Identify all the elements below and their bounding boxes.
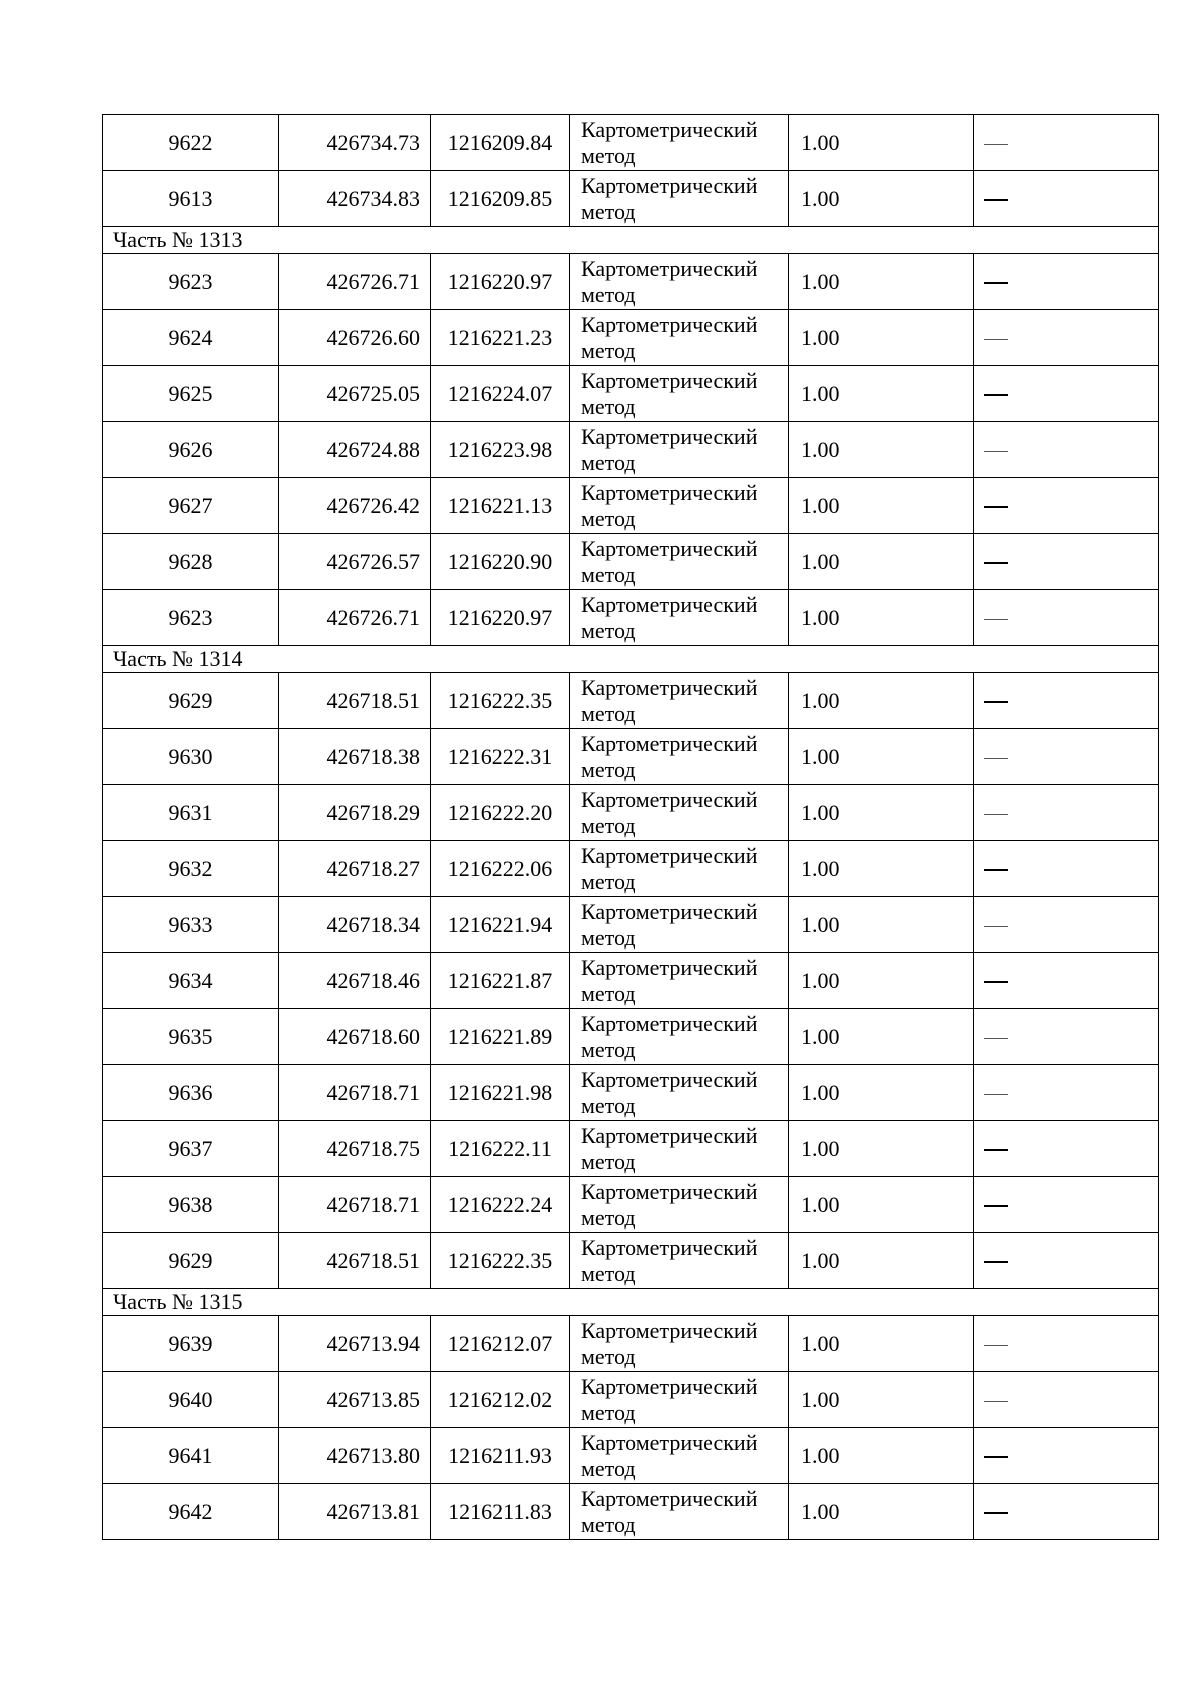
point-number-cell: 9623 xyxy=(103,254,279,310)
part-title: Часть № 1313 xyxy=(103,227,1159,254)
y-coordinate-cell: 1216209.84 xyxy=(431,115,570,171)
method-cell xyxy=(570,1372,789,1428)
method-cell xyxy=(570,1233,789,1289)
part-header-row xyxy=(103,1289,1159,1316)
em-dash-mark xyxy=(984,339,1008,340)
table-row xyxy=(103,729,1159,785)
method-label: Картометрический метод xyxy=(581,423,758,475)
method-cell xyxy=(570,254,789,310)
y-coordinate-cell: 1216221.89 xyxy=(431,1009,570,1065)
method-cell xyxy=(570,590,789,646)
precision-cell: 1.00 xyxy=(789,1233,974,1289)
method-label: Картометрический метод xyxy=(581,116,758,168)
x-coordinate-cell: 426726.42 xyxy=(279,478,431,534)
y-coordinate-cell: 1216222.31 xyxy=(431,729,570,785)
point-number-cell: 9641 xyxy=(103,1428,279,1484)
point-number-cell: 9613 xyxy=(103,171,279,227)
y-coordinate-cell: 1216221.23 xyxy=(431,310,570,366)
table-row xyxy=(103,1484,1159,1540)
method-label: Картометрический метод xyxy=(581,1373,758,1425)
description-cell xyxy=(974,841,1159,897)
method-label: Картометрический метод xyxy=(581,172,758,224)
method-label: Картометрический метод xyxy=(581,591,758,643)
precision-cell: 1.00 xyxy=(789,115,974,171)
em-dash-mark xyxy=(984,619,1008,620)
em-dash-mark xyxy=(984,1149,1008,1151)
precision-cell: 1.00 xyxy=(789,478,974,534)
description-cell xyxy=(974,897,1159,953)
point-number-cell: 9635 xyxy=(103,1009,279,1065)
table-row xyxy=(103,785,1159,841)
point-number-cell: 9631 xyxy=(103,785,279,841)
x-coordinate-cell: 426718.71 xyxy=(279,1177,431,1233)
description-cell xyxy=(974,1484,1159,1540)
precision-cell: 1.00 xyxy=(789,254,974,310)
precision-cell: 1.00 xyxy=(789,785,974,841)
method-cell xyxy=(570,478,789,534)
method-label: Картометрический метод xyxy=(581,311,758,363)
part-header-row xyxy=(103,646,1159,673)
method-cell xyxy=(570,310,789,366)
y-coordinate-cell: 1216222.35 xyxy=(431,673,570,729)
method-label: Картометрический метод xyxy=(581,842,758,894)
description-cell xyxy=(974,1372,1159,1428)
precision-cell: 1.00 xyxy=(789,897,974,953)
table-row xyxy=(103,254,1159,310)
precision-cell: 1.00 xyxy=(789,1065,974,1121)
description-cell xyxy=(974,422,1159,478)
y-coordinate-cell: 1216223.98 xyxy=(431,422,570,478)
method-label: Картометрический метод xyxy=(581,1178,758,1230)
y-coordinate-cell: 1216222.06 xyxy=(431,841,570,897)
y-coordinate-cell: 1216211.93 xyxy=(431,1428,570,1484)
precision-cell: 1.00 xyxy=(789,1316,974,1372)
method-cell xyxy=(570,953,789,1009)
y-coordinate-cell: 1216222.24 xyxy=(431,1177,570,1233)
precision-cell: 1.00 xyxy=(789,171,974,227)
precision-cell: 1.00 xyxy=(789,1121,974,1177)
point-number-cell: 9633 xyxy=(103,897,279,953)
method-cell xyxy=(570,171,789,227)
em-dash-mark xyxy=(984,506,1008,508)
description-cell xyxy=(974,115,1159,171)
table-row xyxy=(103,1009,1159,1065)
method-cell xyxy=(570,1428,789,1484)
table-row xyxy=(103,1121,1159,1177)
table-row xyxy=(103,1372,1159,1428)
description-cell xyxy=(974,590,1159,646)
x-coordinate-cell: 426726.71 xyxy=(279,254,431,310)
y-coordinate-cell: 1216220.97 xyxy=(431,590,570,646)
x-coordinate-cell: 426718.27 xyxy=(279,841,431,897)
table-row xyxy=(103,310,1159,366)
description-cell xyxy=(974,310,1159,366)
method-label: Картометрический метод xyxy=(581,367,758,419)
point-number-cell: 9624 xyxy=(103,310,279,366)
method-label: Картометрический метод xyxy=(581,1234,758,1286)
description-cell xyxy=(974,534,1159,590)
method-label: Картометрический метод xyxy=(581,1317,758,1369)
precision-cell: 1.00 xyxy=(789,841,974,897)
x-coordinate-cell: 426734.83 xyxy=(279,171,431,227)
part-header-row xyxy=(103,227,1159,254)
description-cell xyxy=(974,953,1159,1009)
description-cell xyxy=(974,1121,1159,1177)
method-label: Картометрический метод xyxy=(581,898,758,950)
description-cell xyxy=(974,785,1159,841)
precision-cell: 1.00 xyxy=(789,366,974,422)
table-row xyxy=(103,953,1159,1009)
table-row xyxy=(103,534,1159,590)
description-cell xyxy=(974,254,1159,310)
em-dash-mark xyxy=(984,758,1008,759)
em-dash-mark xyxy=(984,451,1008,452)
point-number-cell: 9626 xyxy=(103,422,279,478)
method-label: Картометрический метод xyxy=(581,730,758,782)
x-coordinate-cell: 426718.75 xyxy=(279,1121,431,1177)
y-coordinate-cell: 1216224.07 xyxy=(431,366,570,422)
x-coordinate-cell: 426713.94 xyxy=(279,1316,431,1372)
y-coordinate-cell: 1216221.94 xyxy=(431,897,570,953)
x-coordinate-cell: 426718.38 xyxy=(279,729,431,785)
method-cell xyxy=(570,673,789,729)
point-number-cell: 9638 xyxy=(103,1177,279,1233)
point-number-cell: 9622 xyxy=(103,115,279,171)
table-row xyxy=(103,897,1159,953)
table-row xyxy=(103,841,1159,897)
y-coordinate-cell: 1216209.85 xyxy=(431,171,570,227)
table-row xyxy=(103,1177,1159,1233)
x-coordinate-cell: 426726.60 xyxy=(279,310,431,366)
table-row xyxy=(103,115,1159,171)
y-coordinate-cell: 1216211.83 xyxy=(431,1484,570,1540)
method-label: Картометрический метод xyxy=(581,1122,758,1174)
method-label: Картометрический метод xyxy=(581,255,758,307)
method-cell xyxy=(570,1009,789,1065)
precision-cell: 1.00 xyxy=(789,953,974,1009)
method-label: Картометрический метод xyxy=(581,479,758,531)
em-dash-mark xyxy=(984,394,1008,396)
table-row xyxy=(103,590,1159,646)
point-number-cell: 9637 xyxy=(103,1121,279,1177)
em-dash-mark xyxy=(984,1038,1008,1039)
x-coordinate-cell: 426726.71 xyxy=(279,590,431,646)
em-dash-mark xyxy=(984,1094,1008,1095)
description-cell xyxy=(974,1428,1159,1484)
description-cell xyxy=(974,1177,1159,1233)
method-cell xyxy=(570,366,789,422)
point-number-cell: 9625 xyxy=(103,366,279,422)
description-cell xyxy=(974,673,1159,729)
em-dash-mark xyxy=(984,282,1008,284)
method-label: Картометрический метод xyxy=(581,954,758,1006)
point-number-cell: 9623 xyxy=(103,590,279,646)
point-number-cell: 9642 xyxy=(103,1484,279,1540)
precision-cell: 1.00 xyxy=(789,1428,974,1484)
description-cell xyxy=(974,1065,1159,1121)
method-cell xyxy=(570,1316,789,1372)
x-coordinate-cell: 426718.34 xyxy=(279,897,431,953)
x-coordinate-cell: 426734.73 xyxy=(279,115,431,171)
y-coordinate-cell: 1216220.90 xyxy=(431,534,570,590)
point-number-cell: 9630 xyxy=(103,729,279,785)
table-row xyxy=(103,1233,1159,1289)
x-coordinate-cell: 426713.85 xyxy=(279,1372,431,1428)
precision-cell: 1.00 xyxy=(789,590,974,646)
method-cell xyxy=(570,785,789,841)
point-number-cell: 9629 xyxy=(103,673,279,729)
x-coordinate-cell: 426718.60 xyxy=(279,1009,431,1065)
method-label: Картометрический метод xyxy=(581,1066,758,1118)
point-number-cell: 9632 xyxy=(103,841,279,897)
method-label: Картометрический метод xyxy=(581,1010,758,1062)
em-dash-mark xyxy=(984,1345,1008,1346)
method-cell xyxy=(570,841,789,897)
method-cell xyxy=(570,1484,789,1540)
precision-cell: 1.00 xyxy=(789,1372,974,1428)
em-dash-mark xyxy=(984,199,1008,201)
y-coordinate-cell: 1216221.98 xyxy=(431,1065,570,1121)
description-cell xyxy=(974,478,1159,534)
method-cell xyxy=(570,1121,789,1177)
precision-cell: 1.00 xyxy=(789,1009,974,1065)
precision-cell: 1.00 xyxy=(789,534,974,590)
y-coordinate-cell: 1216221.87 xyxy=(431,953,570,1009)
method-label: Картометрический метод xyxy=(581,786,758,838)
point-number-cell: 9629 xyxy=(103,1233,279,1289)
em-dash-mark xyxy=(984,562,1008,564)
part-title: Часть № 1315 xyxy=(103,1289,1159,1316)
x-coordinate-cell: 426718.71 xyxy=(279,1065,431,1121)
method-cell xyxy=(570,534,789,590)
description-cell xyxy=(974,729,1159,785)
em-dash-mark xyxy=(984,1261,1008,1263)
table-row xyxy=(103,1065,1159,1121)
method-label: Картометрический метод xyxy=(581,1429,758,1481)
method-cell xyxy=(570,1177,789,1233)
method-cell xyxy=(570,115,789,171)
table-row xyxy=(103,673,1159,729)
description-cell xyxy=(974,1316,1159,1372)
y-coordinate-cell: 1216221.13 xyxy=(431,478,570,534)
em-dash-mark xyxy=(984,926,1008,927)
em-dash-mark xyxy=(984,1401,1008,1402)
y-coordinate-cell: 1216212.07 xyxy=(431,1316,570,1372)
precision-cell: 1.00 xyxy=(789,422,974,478)
x-coordinate-cell: 426726.57 xyxy=(279,534,431,590)
em-dash-mark xyxy=(984,981,1008,983)
precision-cell: 1.00 xyxy=(789,729,974,785)
table-row xyxy=(103,1428,1159,1484)
method-cell xyxy=(570,422,789,478)
y-coordinate-cell: 1216222.35 xyxy=(431,1233,570,1289)
coordinates-table-body xyxy=(103,115,1159,1540)
y-coordinate-cell: 1216222.11 xyxy=(431,1121,570,1177)
method-cell xyxy=(570,729,789,785)
point-number-cell: 9634 xyxy=(103,953,279,1009)
point-number-cell: 9627 xyxy=(103,478,279,534)
point-number-cell: 9628 xyxy=(103,534,279,590)
point-number-cell: 9636 xyxy=(103,1065,279,1121)
em-dash-mark xyxy=(984,869,1008,871)
method-label: Картометрический метод xyxy=(581,674,758,726)
precision-cell: 1.00 xyxy=(789,310,974,366)
em-dash-mark xyxy=(984,1512,1008,1514)
description-cell xyxy=(974,171,1159,227)
x-coordinate-cell: 426718.51 xyxy=(279,1233,431,1289)
table-row xyxy=(103,478,1159,534)
method-label: Картометрический метод xyxy=(581,535,758,587)
em-dash-mark xyxy=(984,144,1008,145)
point-number-cell: 9640 xyxy=(103,1372,279,1428)
y-coordinate-cell: 1216222.20 xyxy=(431,785,570,841)
em-dash-mark xyxy=(984,1456,1008,1458)
x-coordinate-cell: 426725.05 xyxy=(279,366,431,422)
x-coordinate-cell: 426724.88 xyxy=(279,422,431,478)
coordinates-table xyxy=(102,114,1159,1540)
description-cell xyxy=(974,1009,1159,1065)
x-coordinate-cell: 426718.51 xyxy=(279,673,431,729)
em-dash-mark xyxy=(984,701,1008,703)
table-row xyxy=(103,422,1159,478)
x-coordinate-cell: 426718.29 xyxy=(279,785,431,841)
x-coordinate-cell: 426718.46 xyxy=(279,953,431,1009)
precision-cell: 1.00 xyxy=(789,673,974,729)
description-cell xyxy=(974,1233,1159,1289)
precision-cell: 1.00 xyxy=(789,1177,974,1233)
description-cell xyxy=(974,366,1159,422)
y-coordinate-cell: 1216212.02 xyxy=(431,1372,570,1428)
method-label: Картометрический метод xyxy=(581,1485,758,1537)
part-title: Часть № 1314 xyxy=(103,646,1159,673)
table-row xyxy=(103,366,1159,422)
em-dash-mark xyxy=(984,814,1008,815)
table-row xyxy=(103,1316,1159,1372)
method-cell xyxy=(570,1065,789,1121)
x-coordinate-cell: 426713.80 xyxy=(279,1428,431,1484)
em-dash-mark xyxy=(984,1205,1008,1207)
y-coordinate-cell: 1216220.97 xyxy=(431,254,570,310)
method-cell xyxy=(570,897,789,953)
x-coordinate-cell: 426713.81 xyxy=(279,1484,431,1540)
table-row xyxy=(103,171,1159,227)
point-number-cell: 9639 xyxy=(103,1316,279,1372)
precision-cell: 1.00 xyxy=(789,1484,974,1540)
